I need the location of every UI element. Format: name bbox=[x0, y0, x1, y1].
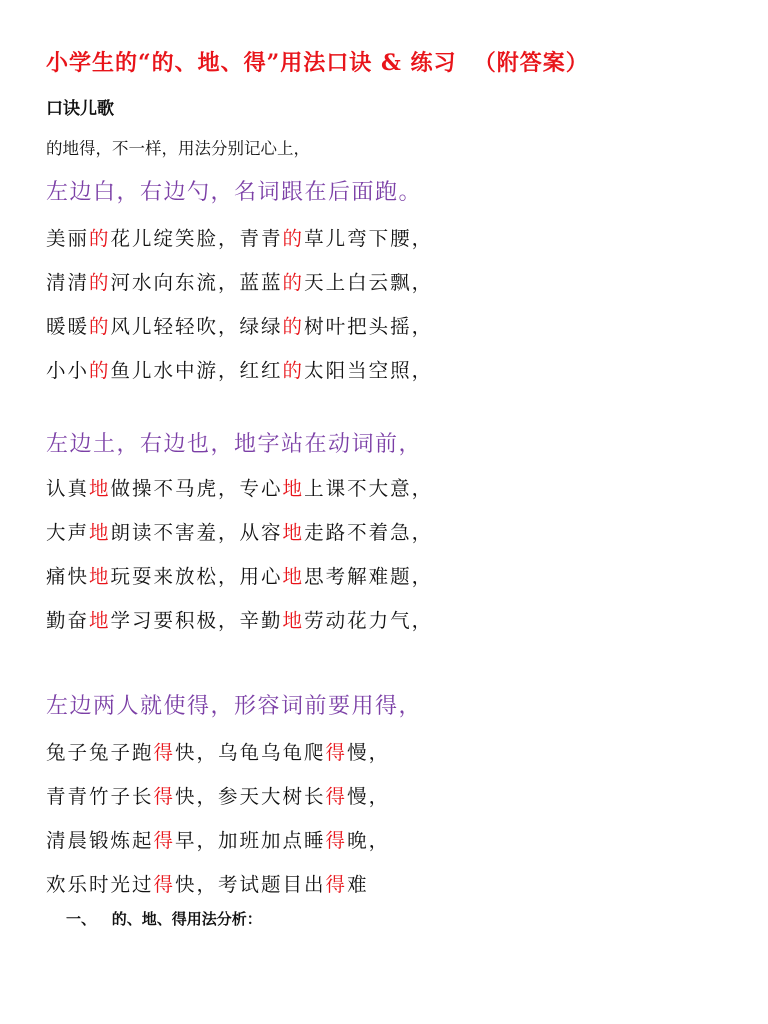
section-heading bbox=[66, 908, 262, 929]
highlight-char: 的 bbox=[89, 315, 111, 338]
highlight-char: 得 bbox=[153, 829, 176, 852]
verse-text: 学习要积极，辛勤 bbox=[110, 609, 283, 632]
rule-de-two-person: 左边两人就使得，形容词前要用得， bbox=[46, 694, 423, 719]
highlight-char: 的 bbox=[282, 271, 305, 294]
verse-text: 劳动花力气， bbox=[304, 609, 434, 632]
highlight-char: 的 bbox=[89, 271, 111, 294]
verse-line bbox=[46, 517, 433, 545]
verse-text: 风儿轻轻吹，绿绿 bbox=[110, 315, 283, 338]
verse-text: 快，参天大树长 bbox=[175, 785, 326, 808]
highlight-char: 地 bbox=[89, 521, 111, 544]
verse-line bbox=[46, 223, 433, 251]
verse-text: 勤奋 bbox=[46, 609, 90, 632]
verse-text: 树叶把头摇， bbox=[304, 315, 434, 338]
verse-text: 大声 bbox=[46, 521, 90, 544]
intro-line: 的地得，不一样，用法分别记心上， bbox=[46, 139, 310, 158]
highlight-char: 得 bbox=[325, 829, 348, 852]
verse-text: 暖暖 bbox=[46, 315, 90, 338]
verse-text: 青青竹子长 bbox=[46, 785, 154, 808]
verse-text: 思考解难题， bbox=[304, 565, 434, 588]
verse-line bbox=[46, 869, 369, 897]
verse-text: 花儿绽笑脸，青青 bbox=[110, 227, 283, 250]
highlight-char: 地 bbox=[282, 565, 305, 588]
verse-text: 小小 bbox=[46, 359, 90, 382]
rule-de-white: 左边白，右边勺，名词跟在后面跑。 bbox=[46, 180, 423, 205]
highlight-char: 得 bbox=[153, 741, 176, 764]
verse-text: 认真 bbox=[46, 477, 90, 500]
highlight-char: 地 bbox=[89, 565, 111, 588]
verse-text: 痛快 bbox=[46, 565, 90, 588]
highlight-char: 得 bbox=[325, 741, 348, 764]
highlight-char: 地 bbox=[89, 609, 111, 632]
verse-text: 晚， bbox=[347, 829, 391, 852]
highlight-char: 得 bbox=[153, 785, 176, 808]
verse-line bbox=[46, 267, 433, 295]
section-title: 的、地、得用法分析： bbox=[111, 910, 262, 928]
verse-text: 玩耍来放松，用心 bbox=[110, 565, 283, 588]
verse-text: 慢， bbox=[347, 741, 391, 764]
verse-text: 快，考试题目出 bbox=[175, 873, 326, 896]
highlight-char: 的 bbox=[282, 315, 305, 338]
verse-text: 快，乌龟乌龟爬 bbox=[175, 741, 326, 764]
verse-line bbox=[46, 311, 433, 339]
page-title: 小学生的“的、地、得”用法口诀 & 练习 （附答案） bbox=[46, 50, 589, 76]
highlight-char: 得 bbox=[153, 873, 176, 896]
verse-line bbox=[46, 605, 433, 633]
verse-line bbox=[46, 355, 433, 383]
verse-text: 走路不着急， bbox=[304, 521, 434, 544]
verse-text: 朗读不害羞，从容 bbox=[110, 521, 283, 544]
section-subtitle: 口诀儿歌 bbox=[46, 99, 114, 119]
verse-text: 太阳当空照， bbox=[304, 359, 434, 382]
highlight-char: 的 bbox=[89, 227, 111, 250]
highlight-char: 的 bbox=[282, 227, 305, 250]
verse-line bbox=[46, 561, 433, 589]
verse-line bbox=[46, 825, 390, 853]
highlight-char: 得 bbox=[325, 785, 348, 808]
verse-text: 难 bbox=[347, 873, 369, 896]
verse-text: 上课不大意， bbox=[304, 477, 434, 500]
verse-text: 草儿弯下腰， bbox=[304, 227, 434, 250]
verse-line bbox=[46, 737, 390, 765]
highlight-char: 得 bbox=[325, 873, 348, 896]
verse-line bbox=[46, 473, 433, 501]
highlight-char: 地 bbox=[282, 609, 305, 632]
highlight-char: 的 bbox=[89, 359, 111, 382]
section-number: 一、 bbox=[66, 910, 97, 928]
verse-text: 清清 bbox=[46, 271, 90, 294]
verse-text: 做操不马虎，专心 bbox=[110, 477, 283, 500]
verse-line bbox=[46, 781, 390, 809]
verse-text: 清晨锻炼起 bbox=[46, 829, 154, 852]
highlight-char: 地 bbox=[89, 477, 111, 500]
verse-text: 天上白云飘， bbox=[304, 271, 434, 294]
verse-text: 鱼儿水中游，红红 bbox=[110, 359, 283, 382]
highlight-char: 的 bbox=[282, 359, 305, 382]
highlight-char: 地 bbox=[282, 477, 305, 500]
verse-text: 早，加班加点睡 bbox=[175, 829, 326, 852]
verse-text: 河水向东流，蓝蓝 bbox=[110, 271, 283, 294]
rule-de-earth: 左边土，右边也，地字站在动词前， bbox=[46, 432, 423, 457]
verse-text: 兔子兔子跑 bbox=[46, 741, 154, 764]
verse-text: 美丽 bbox=[46, 227, 90, 250]
verse-text: 慢， bbox=[347, 785, 391, 808]
highlight-char: 地 bbox=[282, 521, 305, 544]
verse-text: 欢乐时光过 bbox=[46, 873, 154, 896]
